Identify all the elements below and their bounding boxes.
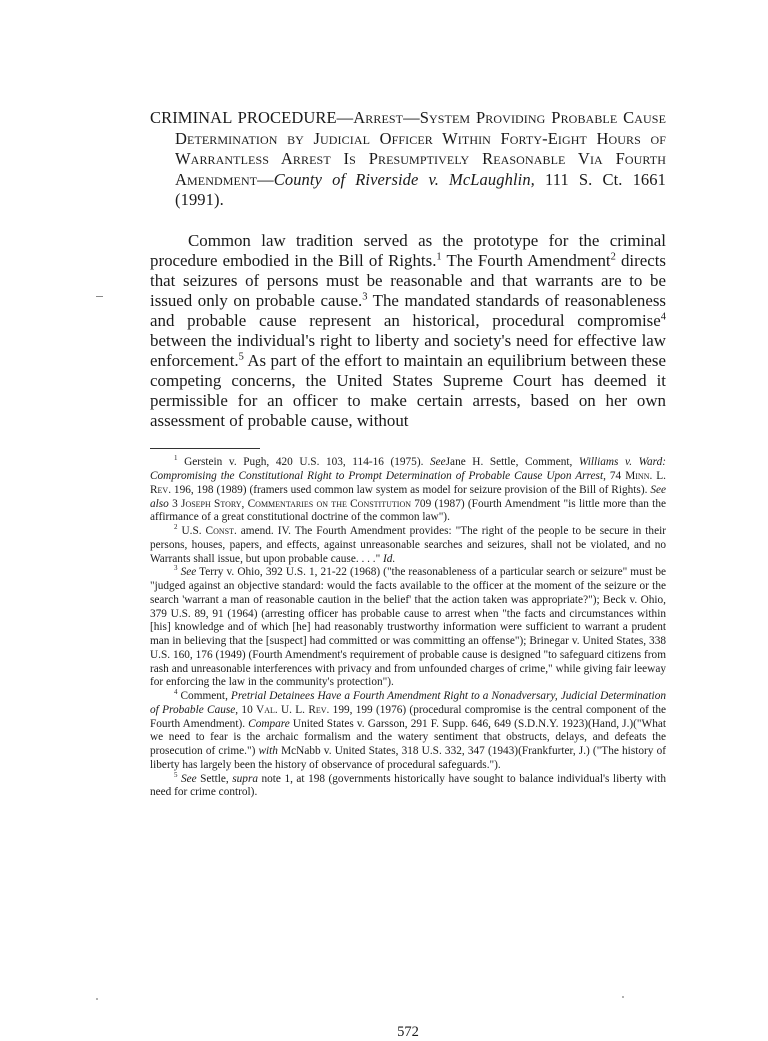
footnote-5: $^5$ See Settle, supra note 1, at 198 (governments historically have sought to balance individual's liberty with need for crime control). <box>150 770 666 799</box>
body-paragraph: Common law tradition served as the prototype for the criminal procedure embodied in the Bill of Rights.$^1$ The Fourth Amendment$^2$ directs that seizures of persons must be reasonable and that warrants are to be issued only on probable cause.$^3$ The mandated standards of reasonableness and probable cause represent an historical, procedural compromise$^4$ between the individual's right to liberty and society's need for effective law enforcement.$^5$ As part of the effort to maintain an equilibrium between these competing concerns, the United States Supreme Court has deemed it permissible for an officer to make certain arrests, based on her own assessment of probable cause, without <box>150 230 666 431</box>
footnote-3: $^3$ See Terry v. Ohio, 392 U.S. 1, 21-22 (1968) ("the reasonableness of a particular search or seizure" must be "judged against an objective standard: would the facts available to the officer at the moment of the seizure or the search 'warrant a man of reasonable caution in the belief' that the action taken was appropriate?"); Beck v. Ohio, 379 U.S. 89, 91 (1964) (arresting officer has probable cause to arrest when "the facts and circumstances within [his] knowledge and of which [he] had reasonably trustworthy information were sufficient to warrant a prudent man in believing that the [suspect] had committed or was committing an offense"); Brinegar v. United States, 338 U.S. 160, 176 (1949) (Fourth Amendment's requirement of probable cause is designed "to safeguard citizens from rash and unreasonable interferences with privacy and from unfounded charges of crime," while giving fair leeway for enforcing the law in the community's protection"). <box>150 564 666 689</box>
scan-mark <box>96 296 103 297</box>
footnote-1: $^1$ Gerstein v. Pugh, 420 U.S. 103, 114-16 (1975). SeeJane H. Settle, Comment, Williams v. Ward: Compromising the Constitutional Right to Prompt Determination of Probable Cause Upon Arrest, 74 Minn. L. Rev. 196, 198 (1989) (framers used common law system as model for seizure provision of the Bill of Rights). See also 3 Joseph Story, Commentaries on the Constitution 709 (1987) (Fourth Amendment "is little more than the affirmance of a great constitutional doctrine of the common law"). <box>150 454 667 524</box>
scan-speck <box>622 996 624 998</box>
page <box>150 108 667 1040</box>
heading-topic: Arrest—System Providing Probable Cause Determination by Judicial Officer Within Forty-Eight Hours of Warrantless Arrest Is Presumptively Reasonable Via Fourth Amendment— <box>175 108 666 189</box>
article-heading <box>150 108 666 211</box>
footnotes <box>150 456 666 800</box>
footnote-4: $^4$ Comment, Pretrial Detainees Have a Fourth Amendment Right to a Nonadversary, Judicial Determination of Probable Cause, 10 Val. U. L. Rev. 199, 199 (1976) (procedural compromise is the central component of the Fourth Amendment). Compare United States v. Garsson, 291 F. Supp. 646, 649 (S.D.N.Y. 1923)(Hand, J.)("What we need to fear is the archaic formalism and the watery sentiment that obstructs, delays, and defeats the prosecution of crime.") with McNabb v. United States, 318 U.S. 332, 347 (1943)(Frankfurter, J.) ("The history of liberty has largely been the history of observance of procedural safeguards."). <box>150 688 666 771</box>
heading-citation: 111 S. Ct. 1661 (1991). <box>175 169 666 209</box>
footnote-ref: 4 <box>660 311 666 323</box>
footnote-ref: 3 <box>362 291 368 303</box>
page-number: 572 <box>397 1024 419 1040</box>
heading-subject: CRIMINAL PROCEDURE— <box>150 108 354 127</box>
scan-speck <box>96 998 98 1000</box>
footnote-ref: 2 <box>610 250 616 262</box>
footnote-ref: 5 <box>238 351 244 363</box>
footnote-ref: 1 <box>436 250 442 262</box>
footnote-2: $^2$ U.S. Const. amend. IV. The Fourth Amendment provides: "The right of the people to be secure in their persons, houses, papers, and effects, against unreasonable searches and seizures, shall not be violated, and no Warrants shall issue, but upon probable cause. . . ." Id. <box>150 523 666 565</box>
heading-case-name: County of Riverside v. McLaughlin, <box>273 169 535 189</box>
footnote-divider <box>150 448 260 449</box>
